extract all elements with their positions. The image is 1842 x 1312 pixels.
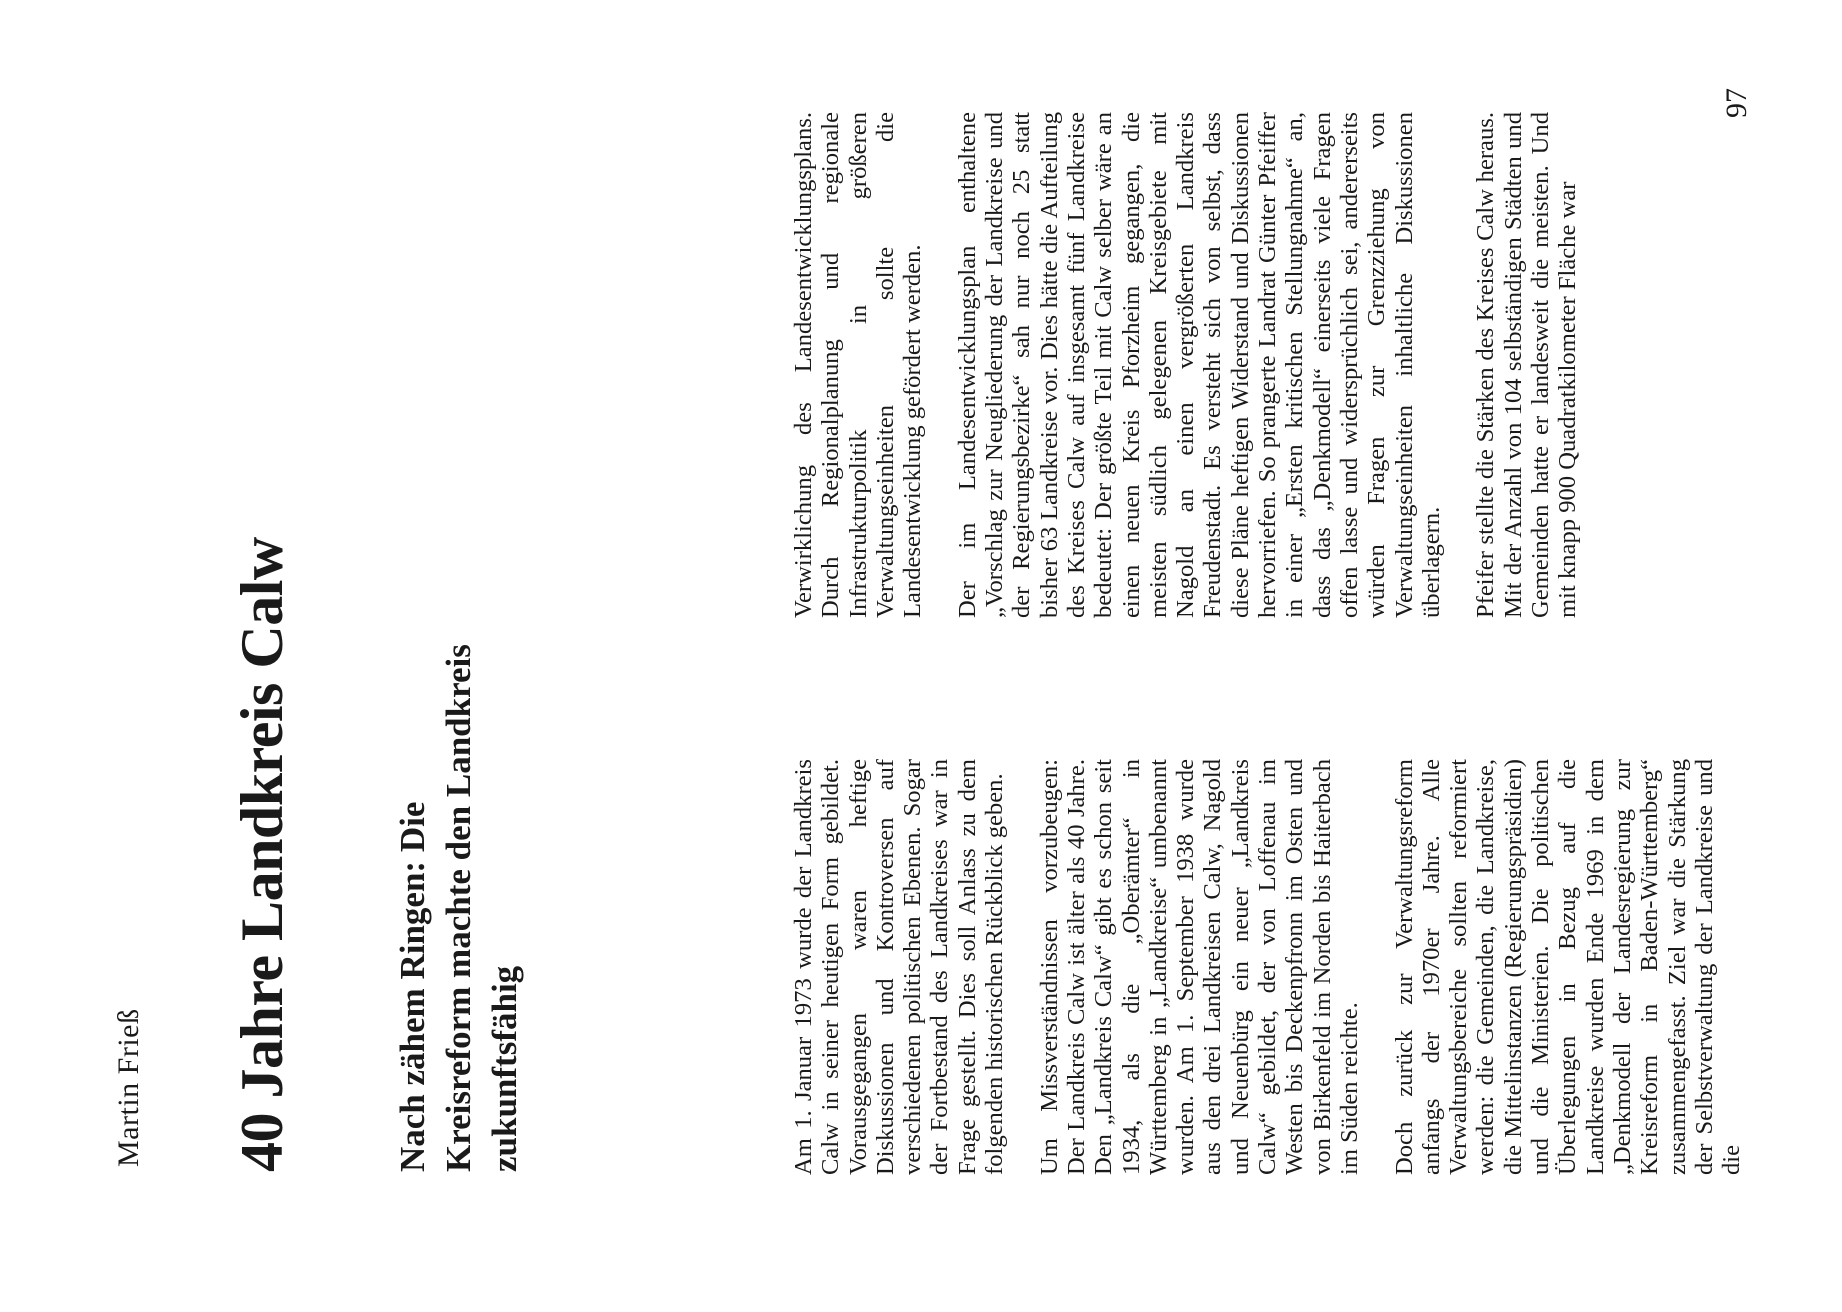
paragraph: Pfeifer stellte die Stärken des Kreises Calw heraus. Mit der Anzahl von 104 selbständigen Städten und Gemeinden hatte er landesweit die meisten. Und mit knapp 900 Quadratkilometer Fläche war — [1472, 112, 1582, 618]
text-column-left — [790, 759, 1773, 1175]
paragraph: Verwirklichung des Landesentwicklungsplans. Durch Regionalplanung und regionale Infrastrukturpolitik in größeren Verwaltungseinheiten sollte die Landesentwicklung gefördert werden. — [790, 112, 927, 618]
article-subtitle: Nach zähem Ringen: Die Kreisreform machte den Landkreis zukunftsfähig — [393, 644, 524, 1172]
page-number: 97 — [1720, 88, 1753, 118]
author-name: Martin Frieß — [112, 1008, 145, 1167]
text-column-right — [790, 112, 1609, 618]
paragraph: Der im Landesentwicklungsplan enthaltene „Vorschlag zur Neugliederung der Landkreise und der Regierungsbezirke“ sah nur noch 25 statt bisher 63 Landkreise vor. Dies hätte die Aufteilung des Kreises Calw auf insgesamt fünf Landkreise bedeutet: Der größte Teil mit Calw selber wäre an einen neuen Kreis Pforzheim gegangen, die meisten südlich gelegenen Kreisgebiete mit Nagold an einen vergrößerten Landkreis Freudenstadt. Es versteht sich von selbst, dass diese Pläne heftigen Widerstand und Diskussionen hervorriefen. So prangerte Landrat Günter Pfeiffer in einer „Ersten kritischen Stellungnahme“ an, dass das „Denkmodell“ einerseits viele Fragen offen lasse und widersprüchlich sei, andererseits würden Fragen zur Grenzziehung von Verwaltungseinheiten inhaltliche Diskussionen überlagern. — [953, 112, 1445, 618]
paragraph: Am 1. Januar 1973 wurde der Landkreis Calw in seiner heutigen Form gebildet. Vorausgegangen waren heftige Diskussionen und Kontroversen auf verschiedenen politischen Ebenen. Sogar der Fortbestand des Landkreises war in Frage gestellt. Dies soll Anlass zu dem folgenden historischen Rückblick geben. — [790, 759, 1009, 1175]
page-title: 40 Jahre Landkreis Calw — [229, 537, 295, 1172]
paragraph: Um Missverständnissen vorzubeugen: Der Landkreis Calw ist älter als 40 Jahre. Den „Landkreis Calw“ gibt es schon seit 1934, als die „Oberämter“ in Württemberg in „Landkreise“ umbenannt wurden. Am 1. September 1938 wurde aus den drei Landkreisen Calw, Nagold und Neuenbürg ein neuer „Landkreis Calw“ gebildet, der von Loffenau im Westen bis Deckenpfronn im Osten und von Birkenfeld im Norden bis Haiterbach im Süden reichte. — [1035, 759, 1363, 1175]
paragraph: Doch zurück zur Verwaltungsreform anfangs der 1970er Jahre. Alle Verwaltungsbereiche sollten reformiert werden: die Gemeinden, die Landkreise, die Mittelinstanzen (Regierungspräsidien) und die Ministerien. Die politischen Überlegungen in Bezug auf die Landkreise wurden Ende 1969 in dem „Denkmodell der Landesregierung zur Kreisreform in Baden-Württemberg“ zusammengefasst. Ziel war die Stärkung der Selbstverwaltung der Landkreise und die — [1390, 759, 1746, 1175]
